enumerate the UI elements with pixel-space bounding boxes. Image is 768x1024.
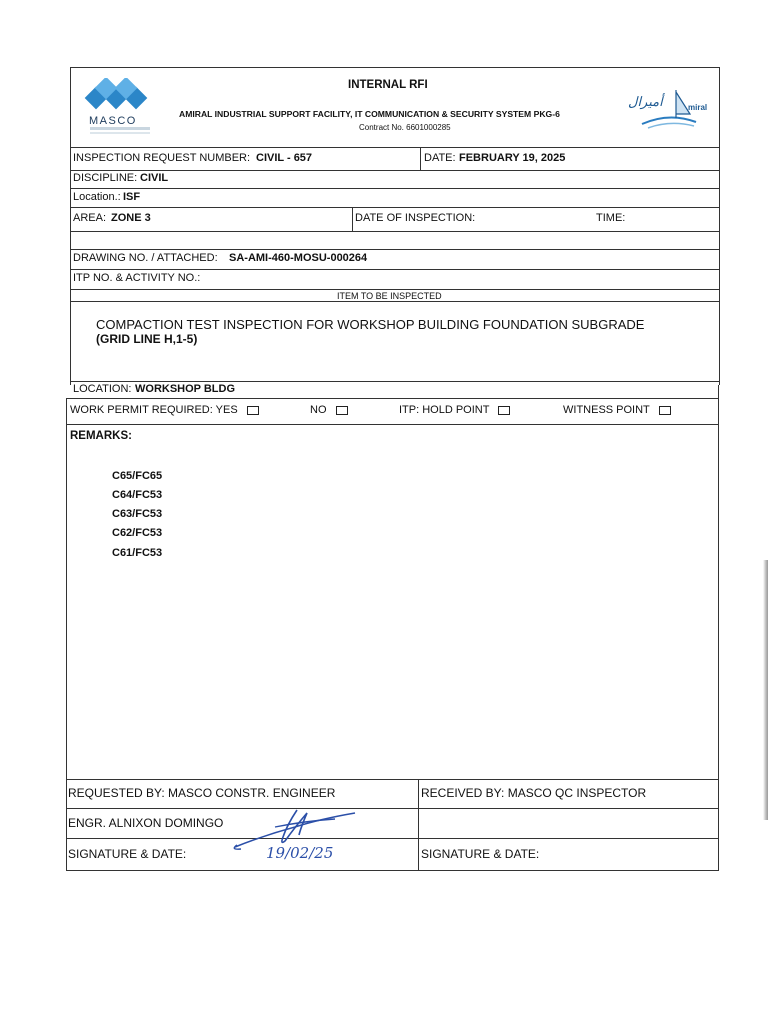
itp-hold-field [399, 405, 510, 416]
col-line-inspection [352, 207, 353, 231]
page-title: INTERNAL RFI [348, 79, 428, 91]
col-line-signoff [418, 779, 419, 871]
row-line-1 [70, 147, 720, 148]
border-right-bottom [718, 385, 719, 871]
drawing-label: DRAWING NO. / ATTACHED: [73, 252, 218, 264]
inspection-request-label: INSPECTION REQUEST NUMBER: [73, 152, 251, 164]
row-line-7 [70, 269, 720, 270]
received-by: RECEIVED BY: MASCO QC INSPECTOR [421, 786, 647, 800]
location-value: ISF [123, 191, 141, 203]
signature-date-right: SIGNATURE & DATE: [421, 847, 540, 861]
itp-hold-label: ITP: HOLD POINT [399, 404, 490, 416]
no-label: NO [310, 404, 327, 416]
row-line-3 [70, 188, 720, 189]
row-line-4 [70, 207, 720, 208]
inspection-request-value: CIVIL - 657 [256, 152, 313, 164]
work-permit-no-checkbox[interactable] [336, 406, 348, 415]
remark-item: C61/FC53 [112, 547, 163, 559]
project-title: AMIRAL INDUSTRIAL SUPPORT FACILITY, IT COMMUNICATION & SECURITY SYSTEM PKG-6 [179, 109, 560, 119]
signature-date-left: SIGNATURE & DATE: [68, 847, 187, 861]
amiral-logo-arabic: أميرال [628, 95, 663, 110]
border-left-top [70, 67, 71, 385]
remark-item: C63/FC53 [112, 508, 163, 520]
date-of-inspection-label: DATE OF INSPECTION: [355, 212, 476, 224]
item-location-label: LOCATION: [73, 383, 132, 395]
row-line-11 [66, 398, 719, 399]
scan-edge-shadow [763, 560, 768, 820]
row-line-14 [66, 808, 719, 809]
row-line-10 [70, 381, 720, 382]
work-permit-yes-checkbox[interactable] [247, 406, 259, 415]
work-permit-label: WORK PERMIT REQUIRED: YES [70, 404, 238, 416]
location-label: Location.: [73, 191, 121, 203]
discipline-value: CIVIL [140, 172, 169, 184]
handwritten-signature-icon [225, 805, 365, 875]
engineer-name: ENGR. ALNIXON DOMINGO [68, 816, 224, 830]
row-line-6 [70, 249, 720, 250]
border-top [70, 67, 720, 68]
row-line-5 [70, 231, 720, 232]
masco-logo [84, 78, 160, 140]
item-description-line1: COMPACTION TEST INSPECTION FOR WORKSHOP BUILDING FOUNDATION SUBGRADE [96, 317, 645, 332]
col-line-date [420, 147, 421, 170]
handwritten-date: 19/02/25 [266, 844, 334, 862]
date-value: FEBRUARY 19, 2025 [459, 152, 566, 164]
item-description-line2: (GRID LINE H,1-5) [96, 332, 198, 346]
row-line-2 [70, 170, 720, 171]
border-right-top [719, 67, 720, 385]
no-field [310, 405, 348, 416]
area-value: ZONE 3 [111, 212, 151, 224]
remark-item: C62/FC53 [112, 527, 163, 539]
contract-number: Contract No. 6601000285 [359, 123, 451, 132]
row-line-9 [70, 301, 720, 302]
drawing-value: SA-AMI-460-MOSU-000264 [229, 252, 368, 264]
remarks-label: REMARKS: [70, 430, 132, 442]
masco-logo-icon [84, 78, 160, 140]
remark-item: C64/FC53 [112, 489, 163, 501]
row-line-15 [66, 838, 719, 839]
remark-item: C65/FC65 [112, 470, 163, 482]
area-label: AREA: [73, 212, 107, 224]
work-permit-field [70, 405, 259, 416]
amiral-logo-text: miral [688, 103, 708, 112]
date-label: DATE: [424, 152, 456, 164]
discipline-label: DISCIPLINE: [73, 172, 138, 184]
time-label: TIME: [596, 212, 626, 224]
item-location-value: WORKSHOP BLDG [135, 383, 236, 395]
itp-hold-checkbox[interactable] [498, 406, 510, 415]
border-left-bottom [66, 398, 67, 871]
row-line-13 [66, 779, 719, 780]
witness-field [563, 405, 671, 416]
witness-point-checkbox[interactable] [659, 406, 671, 415]
requested-by: REQUESTED BY: MASCO CONSTR. ENGINEER [68, 786, 336, 800]
item-header: ITEM TO BE INSPECTED [337, 291, 442, 301]
witness-label: WITNESS POINT [563, 404, 650, 416]
row-line-8 [70, 289, 720, 290]
masco-logo-text: MASCO [89, 115, 137, 127]
row-line-12 [66, 424, 719, 425]
itp-label: ITP NO. & ACTIVITY NO.: [73, 272, 201, 284]
row-line-16 [66, 870, 719, 871]
